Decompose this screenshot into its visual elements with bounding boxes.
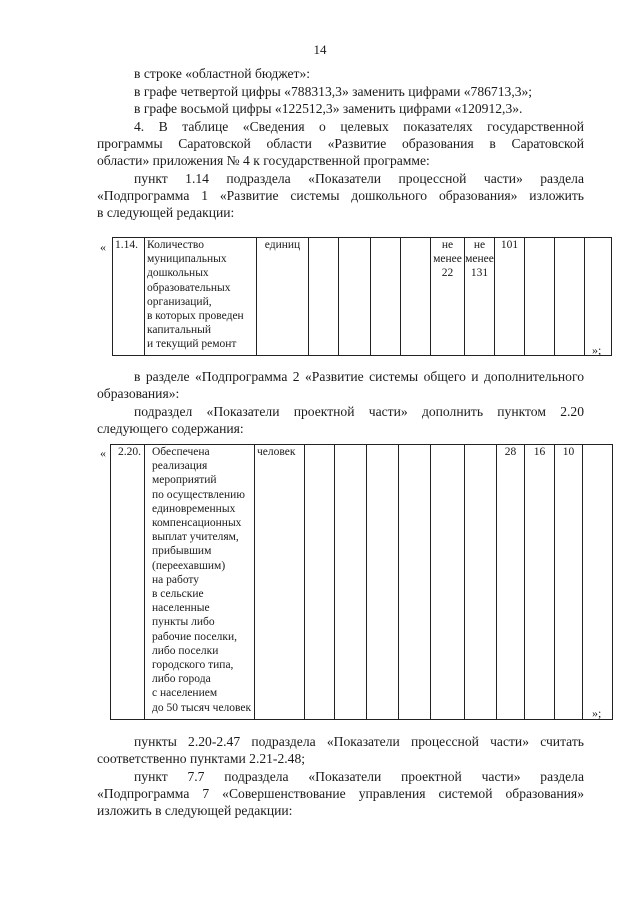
table1-cell bbox=[585, 238, 612, 356]
intro-line-2: в графе четвертой цифры «788313,3» заменить цифрами «786713,3»; bbox=[134, 84, 533, 99]
table1-close-quote: »; bbox=[592, 343, 602, 357]
intro-line-3: в графе восьмой цифры «122512,3» заменить цифрами «120912,3». bbox=[134, 101, 523, 116]
table2-value-3: 10 bbox=[555, 445, 583, 720]
table1-value-1: не менее 22 bbox=[431, 238, 465, 356]
page-number: 14 bbox=[313, 42, 327, 57]
indicator-table-2 bbox=[110, 444, 613, 720]
table1-num: 1.14. bbox=[113, 238, 145, 356]
podprog2-line-1: в разделе «Подпрограмма 2 «Развитие системы общего и дополнительного bbox=[134, 369, 584, 384]
renumber-line-2: соответственно пунктами 2.21-2.48; bbox=[97, 751, 306, 766]
indicator-table-1 bbox=[112, 237, 612, 356]
table1-name: Количество муниципальных дошкольных образовательных организаций, в которых проведен капитальный и текущий ремонт bbox=[145, 238, 257, 356]
table1-cell bbox=[401, 238, 431, 356]
table1-value-2: не менее 131 bbox=[465, 238, 495, 356]
table2-cell bbox=[305, 445, 335, 720]
intro-line-1: в строке «областной бюджет»: bbox=[134, 66, 311, 81]
table1-value-3: 101 bbox=[495, 238, 525, 356]
table2-cell bbox=[399, 445, 431, 720]
renumber-line-1: пункты 2.20-2.47 подраздела «Показатели процессной части» считать bbox=[134, 734, 584, 749]
table2-num: 2.20. bbox=[111, 445, 145, 720]
table2-cell bbox=[465, 445, 497, 720]
table2-cell bbox=[583, 445, 613, 720]
section4-line-2: программы Саратовской области «Развитие образования в Саратовской bbox=[97, 136, 584, 151]
table1-cell bbox=[555, 238, 585, 356]
table2-unit: человек bbox=[255, 445, 305, 720]
point114-line-3: в следующей редакции: bbox=[97, 205, 235, 220]
table2-open-quote: « bbox=[100, 446, 106, 460]
table2-value-2: 16 bbox=[525, 445, 555, 720]
section4-line-1: 4. В таблице «Сведения о целевых показателях государственной bbox=[134, 119, 584, 134]
table2-cell bbox=[431, 445, 465, 720]
point114-line-1: пункт 1.14 подраздела «Показатели процессной части» раздела bbox=[134, 171, 584, 186]
table2-name: Обеспечена реализация мероприятий по осуществлению единовременных компенсационных выплат учителям, прибывшим (переехавшим) на работу в сельские населенные пункты либо рабочие поселки, либо поселки городского типа, либо города с населением до 50 тысяч человек bbox=[145, 445, 255, 720]
table2-cell bbox=[335, 445, 367, 720]
table2-close-quote: »; bbox=[592, 706, 602, 720]
table1-cell bbox=[339, 238, 371, 356]
point77-line-2: «Подпрограмма 7 «Совершенствование управления системой образования» bbox=[97, 786, 584, 801]
podrazdel-line-1: подраздел «Показатели проектной части» дополнить пунктом 2.20 bbox=[134, 404, 584, 419]
podrazdel-line-2: следующего содержания: bbox=[97, 421, 244, 436]
point77-line-1: пункт 7.7 подраздела «Показатели проектной части» раздела bbox=[134, 769, 584, 784]
table2-value-1: 28 bbox=[497, 445, 525, 720]
podprog2-line-2: образования»: bbox=[97, 386, 180, 401]
table1-open-quote: « bbox=[100, 240, 106, 254]
table1-cell bbox=[371, 238, 401, 356]
section4-line-3: области» приложения № 4 к государственной программе: bbox=[97, 153, 430, 168]
table1-unit: единиц bbox=[257, 238, 309, 356]
point114-line-2: «Подпрограмма 1 «Развитие системы дошкольного образования» изложить bbox=[97, 188, 584, 203]
table2-cell bbox=[367, 445, 399, 720]
table1-cell bbox=[525, 238, 555, 356]
table1-cell bbox=[309, 238, 339, 356]
point77-line-3: изложить в следующей редакции: bbox=[97, 803, 293, 818]
